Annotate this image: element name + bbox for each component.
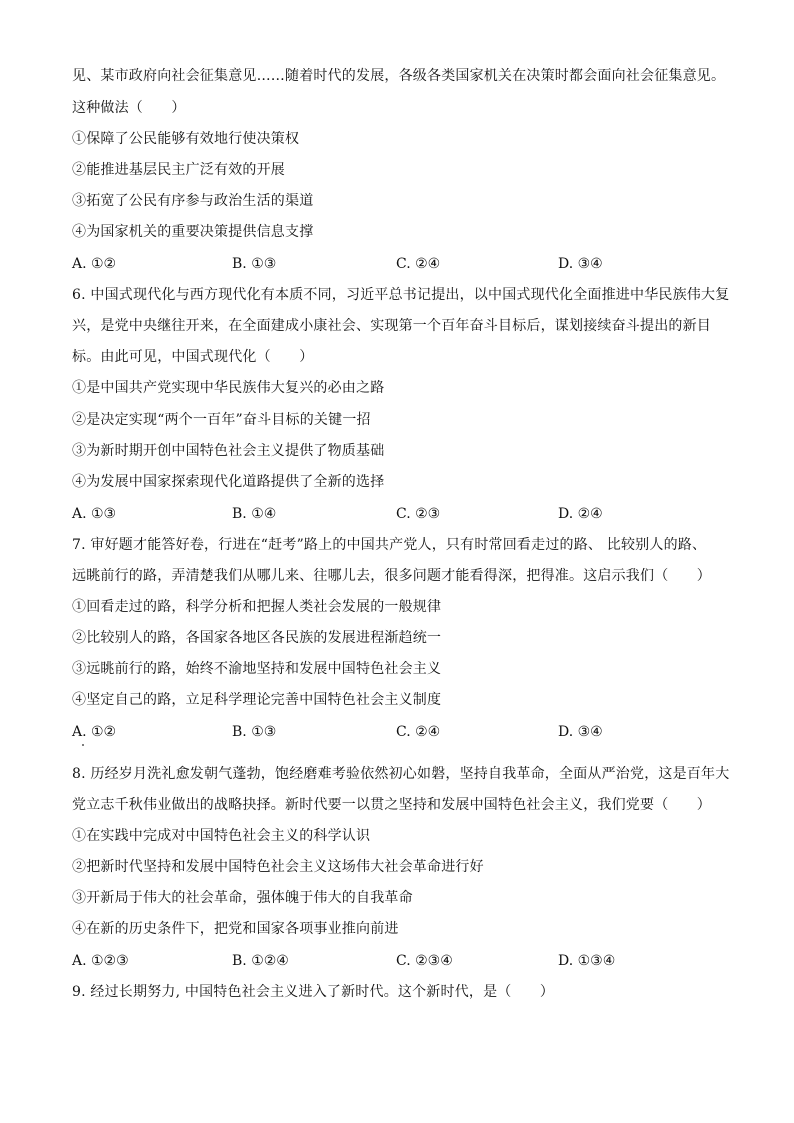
- q8-option-c[interactable]: C. ②③④: [396, 953, 453, 969]
- q8-option-b[interactable]: B. ①②④: [232, 953, 289, 969]
- q8-statement-3: ③开新局于伟大的社会革命，强体魄于伟大的自我革命: [72, 890, 413, 906]
- q6-option-c[interactable]: C. ②③: [396, 506, 441, 522]
- stray-mark: [82, 744, 84, 746]
- q7-statement-2: ②比较别人的路，各国家各地区各民族的发展进程渐趋统一: [72, 630, 442, 646]
- q9-stem-line-1: 9. 经过长期努力, 中国特色社会主义进入了新时代。这个新时代，是（ ）: [72, 984, 555, 1000]
- q6-option-b[interactable]: B. ①④: [232, 506, 277, 522]
- q5-option-a[interactable]: A. ①②: [72, 256, 117, 272]
- q6-options: [72, 504, 732, 524]
- q6-statement-4: ④为发展中国家探索现代化道路提供了全新的选择: [72, 474, 385, 490]
- q5-statement-1: ①保障了公民能够有效地行使决策权: [72, 131, 300, 147]
- q5-statement-2: ②能推进基层民主广泛有效的开展: [72, 162, 285, 178]
- q7-option-a[interactable]: A. ①②: [72, 724, 117, 740]
- q8-option-a[interactable]: A. ①②③: [72, 953, 129, 969]
- q7-option-b[interactable]: B. ①③: [232, 724, 277, 740]
- q6-stem-line-1: 6. 中国式现代化与西方现代化有本质不同，习近平总书记提出，以中国式现代化全面推进中华民族伟大复: [72, 287, 730, 303]
- q6-statement-3: ③为新时期开创中国特色社会主义提供了物质基础: [72, 443, 385, 459]
- q6-statement-1: ①是中国共产党实现中华民族伟大复兴的必由之路: [72, 380, 385, 396]
- q6-stem-line-2: 兴，是党中央继往开来，在全面建成小康社会、实现第一个百年奋斗目标后，谋划接续奋斗提出的新目: [72, 318, 711, 334]
- q8-option-d[interactable]: D. ①③④: [558, 953, 616, 969]
- q7-option-c[interactable]: C. ②④: [396, 724, 441, 740]
- q7-statement-3: ③远眺前行的路，始终不渝地坚持和发展中国特色社会主义: [72, 661, 442, 677]
- q7-options: [72, 722, 732, 742]
- q5-statement-3: ③拓宽了公民有序参与政治生活的渠道: [72, 193, 314, 209]
- q7-option-d[interactable]: D. ③④: [558, 724, 603, 740]
- q6-option-a[interactable]: A. ①③: [72, 506, 117, 522]
- q7-stem-line-2: 远眺前行的路，弄清楚我们从哪儿来、往哪儿去，很多问题才能看得深，把得准。这启示我们（ ）: [72, 568, 711, 584]
- q6-stem-line-3: 标。由此可见，中国式现代化（ ）: [72, 349, 314, 365]
- q8-options: [72, 951, 732, 971]
- q7-statement-1: ①回看走过的路，科学分析和把握人类社会发展的一般规律: [72, 599, 442, 615]
- q5-option-d[interactable]: D. ③④: [558, 256, 603, 272]
- q6-statement-2: ②是决定实现“两个一百年”奋斗目标的关键一招: [72, 412, 371, 428]
- q5-stem-line-2: 这种做法（ ）: [72, 100, 186, 116]
- q8-stem-line-1: 8. 历经岁月洗礼愈发朝气蓬勃，饱经磨难考验依然初心如磐，坚持自我革命，全面从严治党，这是百年大: [72, 766, 730, 782]
- q8-statement-2: ②把新时代坚持和发展中国特色社会主义这场伟大社会革命进行好: [72, 859, 484, 875]
- q6-option-d[interactable]: D. ②④: [558, 506, 603, 522]
- q8-statement-1: ①在实践中完成对中国特色社会主义的科学认识: [72, 828, 371, 844]
- q7-statement-4: ④坚定自己的路，立足科学理论完善中国特色社会主义制度: [72, 692, 442, 708]
- q7-stem-line-1: 7. 审好题才能答好卷，行进在“赶考”路上的中国共产党人，只有时常回看走过的路、 比较别人的路、: [72, 537, 707, 553]
- q5-option-c[interactable]: C. ②④: [396, 256, 441, 272]
- q5-stem-line-1: 见、某市政府向社会征集意见……随着时代的发展，各级各类国家机关在决策时都会面向社会征集意见。: [72, 68, 726, 84]
- q5-statement-4: ④为国家机关的重要决策提供信息支撑: [72, 224, 314, 240]
- q5-options: [72, 254, 732, 274]
- q5-option-b[interactable]: B. ①③: [232, 256, 277, 272]
- q8-stem-line-2: 党立志千秋伟业做出的战略抉择。新时代要一以贯之坚持和发展中国特色社会主义，我们党要（ ）: [72, 797, 711, 813]
- q8-statement-4: ④在新的历史条件下，把党和国家各项事业推向前进: [72, 921, 399, 937]
